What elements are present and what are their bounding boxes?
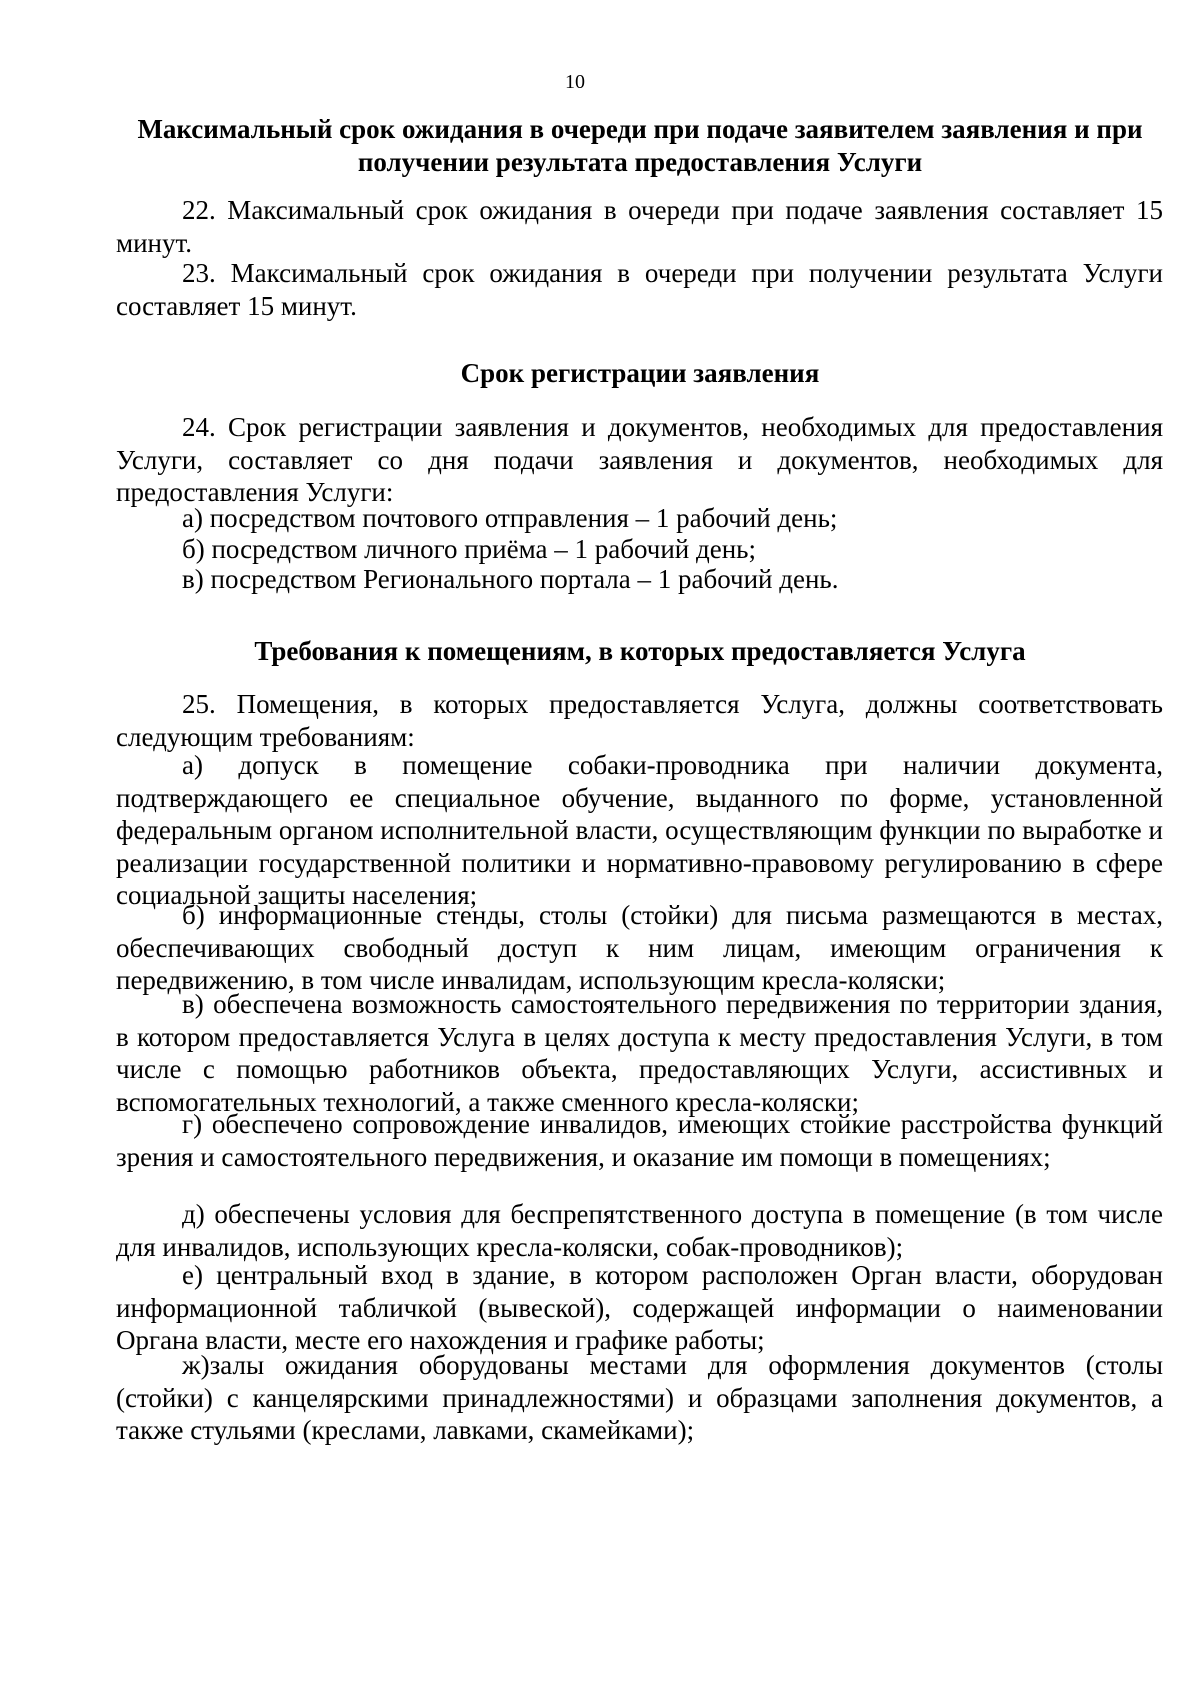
paragraph-22: 22. Максимальный срок ожидания в очереди при подаче заявления составляет 15 минут. [116,195,1163,258]
list-item-25c: в) обеспечена возможность самостоятельного передвижения по территории здания, в котором предоставляется Услуга в целях доступа к месту предоставления Услуги, в том числе с помощью работников объекта, предоставляющих Услуги, ассистивных и вспомогательных технологий, а также сменного кресла-коляски; [116,989,1163,1117]
section-heading-premises-requirements: Требования к помещениям, в которых предоставляется Услуга [254,636,1026,666]
list-item-25b: б) информационные стенды, столы (стойки) для письма размещаются в местах, обеспечивающих свободный доступ к ним лицам, имеющим ограничения к передвижению, в том числе инвалидам, использующим кресла-коляски; [116,900,1163,995]
list-item-25f: е) центральный вход в здание, в котором расположен Орган власти, оборудован информационной табличкой (вывеской), содержащей информации о наименовании Органа власти, месте его нахождения и графике работы; [116,1260,1163,1355]
list-item-25e: д) обеспечены условия для беспрепятственного доступа в помещение (в том числе для инвалидов, использующих кресла-коляски, собак-проводников); [116,1199,1163,1262]
list-item-25a: а) допуск в помещение собаки-проводника при наличии документа, подтверждающего ее специальное обучение, выданного по форме, установленной федеральным органом исполнительной власти, осуществляющим функции по выработке и реализации государственной политики и нормативно-правовому регулированию в сфере социальной защиты населения; [116,750,1163,910]
paragraph-24: 24. Срок регистрации заявления и документов, необходимых для предоставления Услуги, составляет со дня подачи заявления и документов, необходимых для предоставления Услуги: [116,412,1163,507]
list-item-24a: а) посредством почтового отправления – 1 рабочий день; [182,503,838,533]
paragraph-23: 23. Максимальный срок ожидания в очереди при получении результата Услуги составляет 15 минут. [116,258,1163,321]
page-number: 10 [565,71,585,93]
section-heading-queue-time: Максимальный срок ожидания в очереди при подаче заявителем заявления и при получении результата предоставления Услуги [137,114,1143,177]
list-item-24b: б) посредством личного приёма – 1 рабочий день; [182,534,756,564]
list-item-25d: г) обеспечено сопровождение инвалидов, имеющих стойкие расстройства функций зрения и самостоятельного передвижения, и оказание им помощи в помещениях; [116,1109,1163,1172]
list-item-25g: ж)залы ожидания оборудованы местами для оформления документов (столы (стойки) с канцелярскими принадлежностями) и образцами заполнения документов, а также стульями (креслами, лавками, скамейками); [116,1350,1163,1445]
list-item-24c: в) посредством Регионального портала – 1 рабочий день. [182,564,839,594]
section-heading-registration-time: Срок регистрации заявления [460,358,820,388]
paragraph-25: 25. Помещения, в которых предоставляется Услуга, должны соответствовать следующим требованиям: [116,689,1163,752]
